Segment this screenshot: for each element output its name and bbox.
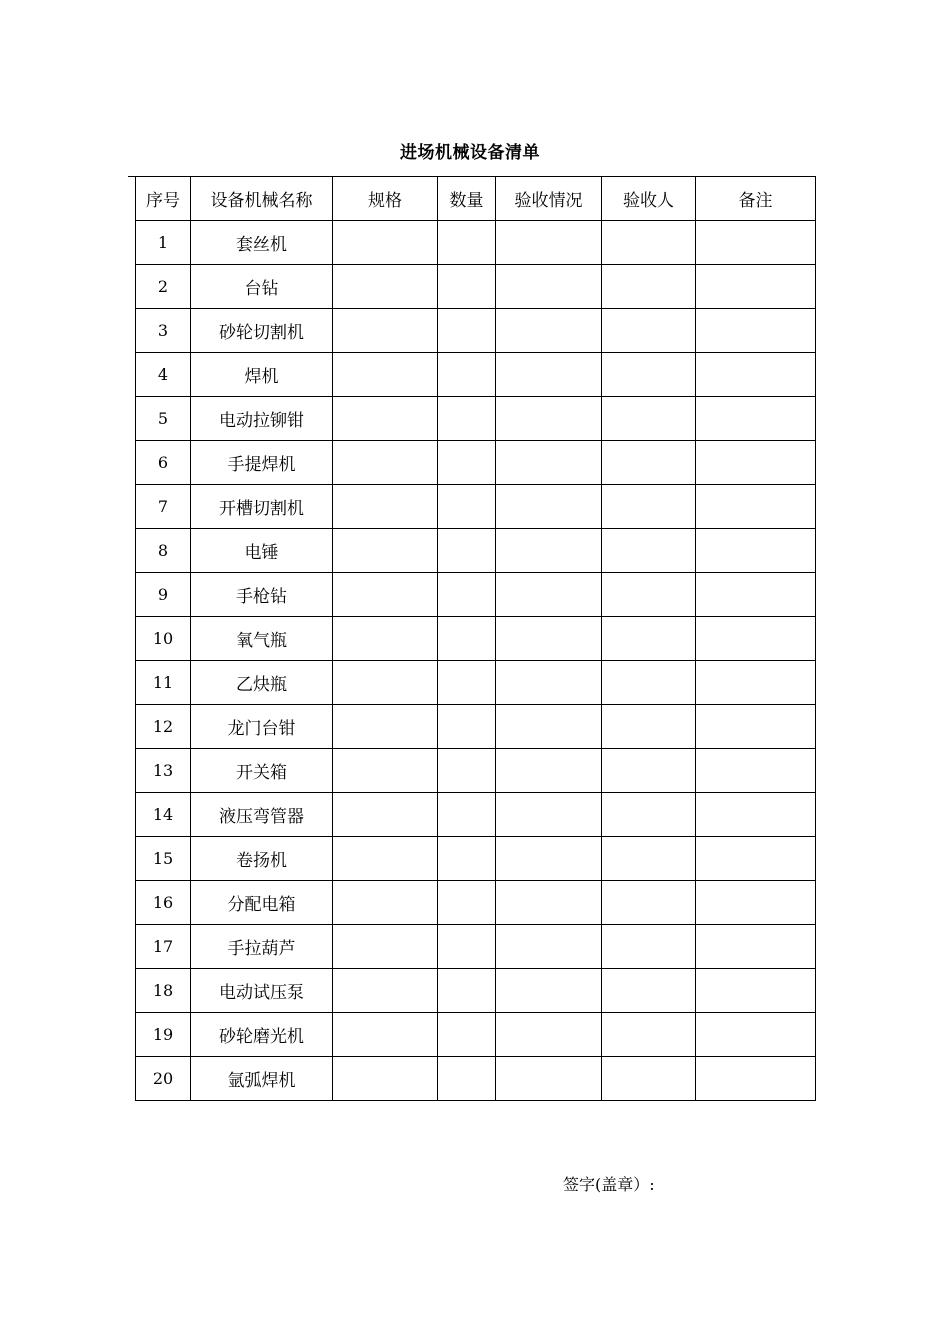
spec-cell[interactable] — [333, 485, 438, 529]
spec-cell[interactable] — [333, 573, 438, 617]
inspection-status-cell[interactable] — [496, 1057, 602, 1101]
page-title: 进场机械设备清单 — [400, 143, 540, 163]
remarks-cell[interactable] — [696, 837, 816, 881]
table-row — [136, 925, 816, 969]
inspection-status-cell[interactable] — [496, 617, 602, 661]
inspector-cell[interactable] — [602, 529, 696, 573]
header-quantity: 数量 — [438, 177, 496, 221]
quantity-cell[interactable] — [438, 661, 496, 705]
inspector-cell[interactable] — [602, 397, 696, 441]
spec-cell[interactable] — [333, 925, 438, 969]
remarks-cell[interactable] — [696, 221, 816, 265]
quantity-cell[interactable] — [438, 1057, 496, 1101]
spec-cell[interactable] — [333, 353, 438, 397]
inspection-status-cell[interactable] — [496, 573, 602, 617]
remarks-cell[interactable] — [696, 265, 816, 309]
equipment-name-cell: 龙门台钳 — [191, 705, 333, 749]
inspection-status-cell[interactable] — [496, 881, 602, 925]
remarks-cell[interactable] — [696, 529, 816, 573]
inspection-status-cell[interactable] — [496, 837, 602, 881]
quantity-cell[interactable] — [438, 485, 496, 529]
equipment-name-cell: 电动试压泵 — [191, 969, 333, 1013]
inspection-status-cell[interactable] — [496, 265, 602, 309]
header-remarks: 备注 — [696, 177, 816, 221]
serial-no-cell: 17 — [136, 925, 191, 969]
table-header-row — [136, 177, 816, 221]
table-row — [136, 485, 816, 529]
quantity-cell[interactable] — [438, 925, 496, 969]
inspector-cell[interactable] — [602, 661, 696, 705]
quantity-cell[interactable] — [438, 441, 496, 485]
inspector-cell[interactable] — [602, 749, 696, 793]
equipment-name-cell: 手枪钻 — [191, 573, 333, 617]
remarks-cell[interactable] — [696, 881, 816, 925]
quantity-cell[interactable] — [438, 309, 496, 353]
equipment-name-cell: 手提焊机 — [191, 441, 333, 485]
table-row — [136, 969, 816, 1013]
equipment-name-cell: 焊机 — [191, 353, 333, 397]
equipment-table — [135, 176, 816, 1101]
quantity-cell[interactable] — [438, 881, 496, 925]
spec-cell[interactable] — [333, 969, 438, 1013]
inspector-cell[interactable] — [602, 969, 696, 1013]
equipment-name-cell: 开槽切割机 — [191, 485, 333, 529]
serial-no-cell: 8 — [136, 529, 191, 573]
equipment-name-cell: 氩弧焊机 — [191, 1057, 333, 1101]
equipment-name-cell: 开关箱 — [191, 749, 333, 793]
quantity-cell[interactable] — [438, 1013, 496, 1057]
spec-cell[interactable] — [333, 705, 438, 749]
spec-cell[interactable] — [333, 617, 438, 661]
remarks-cell[interactable] — [696, 705, 816, 749]
spec-cell[interactable] — [333, 221, 438, 265]
quantity-cell[interactable] — [438, 353, 496, 397]
inspector-cell[interactable] — [602, 573, 696, 617]
signature-label: 签字(盖章）: — [563, 1175, 655, 1194]
inspection-status-cell[interactable] — [496, 661, 602, 705]
inspector-cell[interactable] — [602, 485, 696, 529]
serial-no-cell: 16 — [136, 881, 191, 925]
quantity-cell[interactable] — [438, 749, 496, 793]
remarks-cell[interactable] — [696, 1013, 816, 1057]
table-row — [136, 397, 816, 441]
table-row — [136, 573, 816, 617]
inspector-cell[interactable] — [602, 1013, 696, 1057]
inspector-cell[interactable] — [602, 441, 696, 485]
table-row — [136, 793, 816, 837]
serial-no-cell: 20 — [136, 1057, 191, 1101]
serial-no-cell: 1 — [136, 221, 191, 265]
remarks-cell[interactable] — [696, 397, 816, 441]
header-serial-no: 序号 — [136, 177, 191, 221]
inspection-status-cell[interactable] — [496, 397, 602, 441]
header-inspector: 验收人 — [602, 177, 696, 221]
inspection-status-cell[interactable] — [496, 749, 602, 793]
equipment-name-cell: 分配电箱 — [191, 881, 333, 925]
table-row — [136, 1013, 816, 1057]
header-inspection-status: 验收情况 — [496, 177, 602, 221]
spec-cell[interactable] — [333, 793, 438, 837]
remarks-cell[interactable] — [696, 1057, 816, 1101]
spec-cell[interactable] — [333, 749, 438, 793]
quantity-cell[interactable] — [438, 705, 496, 749]
table-row — [136, 265, 816, 309]
inspector-cell[interactable] — [602, 265, 696, 309]
serial-no-cell: 12 — [136, 705, 191, 749]
inspector-cell[interactable] — [602, 221, 696, 265]
inspector-cell[interactable] — [602, 925, 696, 969]
remarks-cell[interactable] — [696, 309, 816, 353]
inspection-status-cell[interactable] — [496, 221, 602, 265]
table-row — [136, 309, 816, 353]
spec-cell[interactable] — [333, 661, 438, 705]
inspector-cell[interactable] — [602, 705, 696, 749]
equipment-name-cell: 液压弯管器 — [191, 793, 333, 837]
quantity-cell[interactable] — [438, 617, 496, 661]
equipment-name-cell: 台钻 — [191, 265, 333, 309]
table-body — [136, 221, 816, 1101]
remarks-cell[interactable] — [696, 969, 816, 1013]
table-row — [136, 353, 816, 397]
serial-no-cell: 11 — [136, 661, 191, 705]
spec-cell[interactable] — [333, 441, 438, 485]
equipment-name-cell: 乙炔瓶 — [191, 661, 333, 705]
quantity-cell[interactable] — [438, 969, 496, 1013]
remarks-cell[interactable] — [696, 441, 816, 485]
quantity-cell[interactable] — [438, 529, 496, 573]
spec-cell[interactable] — [333, 265, 438, 309]
quantity-cell[interactable] — [438, 573, 496, 617]
serial-no-cell: 10 — [136, 617, 191, 661]
inspection-status-cell[interactable] — [496, 441, 602, 485]
remarks-cell[interactable] — [696, 485, 816, 529]
inspection-status-cell[interactable] — [496, 1013, 602, 1057]
spec-cell[interactable] — [333, 881, 438, 925]
serial-no-cell: 3 — [136, 309, 191, 353]
table-row — [136, 749, 816, 793]
spec-cell[interactable] — [333, 1057, 438, 1101]
inspection-status-cell[interactable] — [496, 485, 602, 529]
equipment-name-cell: 电锤 — [191, 529, 333, 573]
inspection-status-cell[interactable] — [496, 925, 602, 969]
equipment-name-cell: 电动拉铆钳 — [191, 397, 333, 441]
equipment-name-cell: 手拉葫芦 — [191, 925, 333, 969]
table-row — [136, 529, 816, 573]
remarks-cell[interactable] — [696, 617, 816, 661]
serial-no-cell: 13 — [136, 749, 191, 793]
inspection-status-cell[interactable] — [496, 793, 602, 837]
spec-cell[interactable] — [333, 397, 438, 441]
remarks-cell[interactable] — [696, 353, 816, 397]
serial-no-cell: 6 — [136, 441, 191, 485]
remarks-cell[interactable] — [696, 661, 816, 705]
header-specification: 规格 — [333, 177, 438, 221]
serial-no-cell: 2 — [136, 265, 191, 309]
table-row — [136, 1057, 816, 1101]
inspection-status-cell[interactable] — [496, 705, 602, 749]
remarks-cell[interactable] — [696, 793, 816, 837]
quantity-cell[interactable] — [438, 265, 496, 309]
table-row — [136, 661, 816, 705]
equipment-name-cell: 套丝机 — [191, 221, 333, 265]
inspector-cell[interactable] — [602, 309, 696, 353]
inspector-cell[interactable] — [602, 837, 696, 881]
remarks-cell[interactable] — [696, 749, 816, 793]
inspector-cell[interactable] — [602, 1057, 696, 1101]
quantity-cell[interactable] — [438, 221, 496, 265]
inspection-status-cell[interactable] — [496, 529, 602, 573]
remarks-cell[interactable] — [696, 925, 816, 969]
serial-no-cell: 5 — [136, 397, 191, 441]
table-row — [136, 441, 816, 485]
inspection-status-cell[interactable] — [496, 969, 602, 1013]
table-row — [136, 881, 816, 925]
serial-no-cell: 18 — [136, 969, 191, 1013]
table-row — [136, 617, 816, 661]
table-row — [136, 837, 816, 881]
inspection-status-cell[interactable] — [496, 353, 602, 397]
table-row — [136, 221, 816, 265]
serial-no-cell: 4 — [136, 353, 191, 397]
equipment-name-cell: 氧气瓶 — [191, 617, 333, 661]
quantity-cell[interactable] — [438, 837, 496, 881]
serial-no-cell: 7 — [136, 485, 191, 529]
serial-no-cell: 14 — [136, 793, 191, 837]
spec-cell[interactable] — [333, 837, 438, 881]
equipment-name-cell: 砂轮切割机 — [191, 309, 333, 353]
spec-cell[interactable] — [333, 1013, 438, 1057]
spec-cell[interactable] — [333, 309, 438, 353]
inspector-cell[interactable] — [602, 617, 696, 661]
equipment-name-cell: 卷扬机 — [191, 837, 333, 881]
inspector-cell[interactable] — [602, 793, 696, 837]
spec-cell[interactable] — [333, 529, 438, 573]
serial-no-cell: 9 — [136, 573, 191, 617]
equipment-name-cell: 砂轮磨光机 — [191, 1013, 333, 1057]
quantity-cell[interactable] — [438, 397, 496, 441]
remarks-cell[interactable] — [696, 573, 816, 617]
table-row — [136, 705, 816, 749]
inspector-cell[interactable] — [602, 881, 696, 925]
inspection-status-cell[interactable] — [496, 309, 602, 353]
quantity-cell[interactable] — [438, 793, 496, 837]
serial-no-cell: 15 — [136, 837, 191, 881]
header-equipment-name: 设备机械名称 — [191, 177, 333, 221]
inspector-cell[interactable] — [602, 353, 696, 397]
serial-no-cell: 19 — [136, 1013, 191, 1057]
